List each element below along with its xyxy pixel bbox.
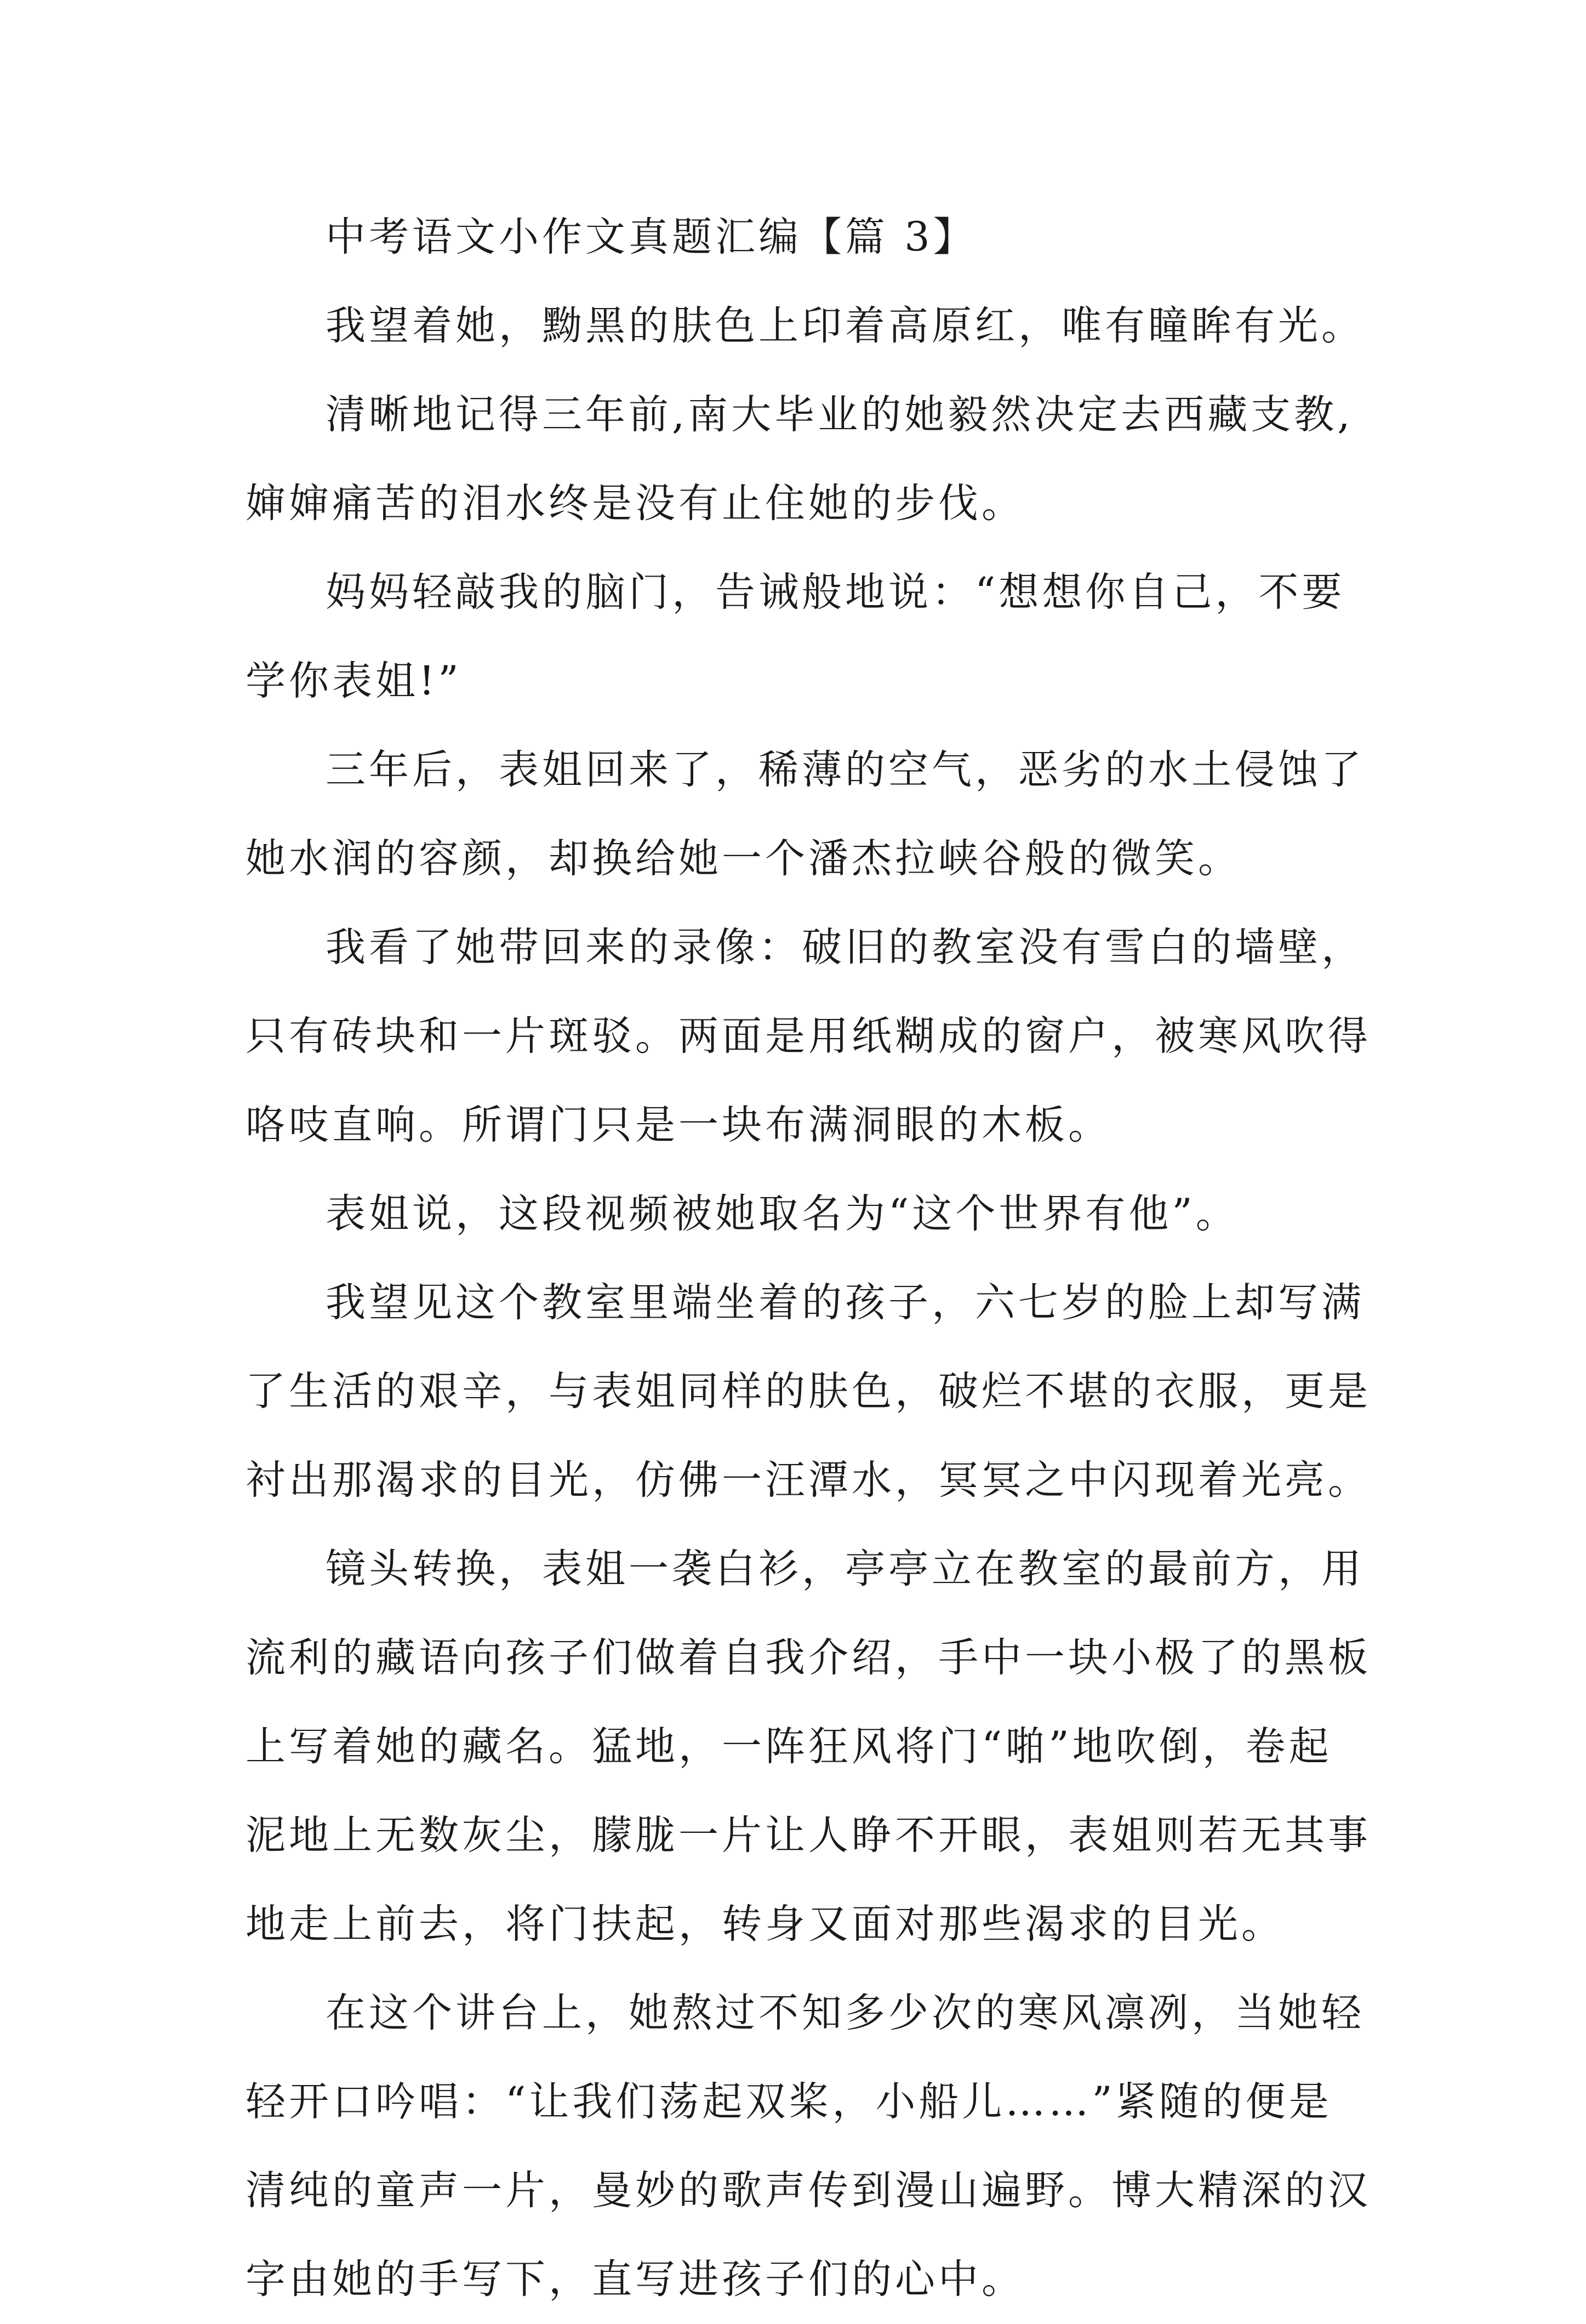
paragraph-line: 镜头转换，表姐一袭白衫，亭亭立在教室的最前方，用 [326, 1546, 1365, 1592]
paragraph-line: 衬出那渴求的目光，仿佛一汪潭水，冥冥之中闪现着光亮。 [246, 1457, 1371, 1503]
paragraph-line: 三年后，表姐回来了，稀薄的空气，恶劣的水土侵蚀了 [326, 747, 1365, 793]
paragraph-list [246, 282, 1374, 2324]
paragraph-line: 清纯的童声一片，曼妙的歌声传到漫山遍野。博大精深的汉 [246, 2167, 1371, 2214]
paragraph [246, 1258, 1374, 1525]
document-body [246, 193, 1374, 2324]
paragraph [246, 371, 1374, 548]
paragraph-line: 了生活的艰辛，与表姐同样的肤色，破烂不堪的衣服，更是 [246, 1368, 1371, 1415]
paragraph-line: 字由她的手写下，直写进孩子们的心中。 [246, 2256, 1025, 2303]
paragraph-line: 只有砖块和一片斑驳。两面是用纸糊成的窗户，被寒风吹得 [246, 1013, 1371, 1060]
paragraph-line: 清晰地记得三年前,南大毕业的她毅然决定去西藏支教, [326, 391, 1354, 438]
paragraph-line: 在这个讲台上，她熬过不知多少次的寒风凛冽，当她轻 [326, 1990, 1365, 2036]
paragraph-line: 表姐说，这段视频被她取名为“这个世界有他”。 [326, 1191, 1239, 1237]
title-line: 中考语文小作文真题汇编【篇 3】 [326, 214, 977, 260]
paragraph-line: 我望着她，黝黑的肤色上印着高原红，唯有瞳眸有光。 [326, 303, 1365, 349]
paragraph-line: 上写着她的藏名。猛地，一阵狂风将门“啪”地吹倒，卷起 [246, 1723, 1332, 1770]
paragraph-line: 轻开口吟唱：“让我们荡起双桨，小船儿……”紧随的便是 [246, 2078, 1332, 2125]
paragraph [246, 1969, 1374, 2324]
paragraph-line: 学你表姐!” [246, 658, 462, 704]
paragraph [246, 903, 1374, 1170]
paragraph-line: 流利的藏语向孩子们做着自我介绍，手中一块小极了的黑板 [246, 1634, 1371, 1681]
paragraph [246, 1525, 1374, 1969]
paragraph [246, 282, 1374, 371]
document-title [246, 193, 1374, 282]
paragraph-line: 地走上前去，将门扶起，转身又面对那些渴求的目光。 [246, 1901, 1285, 1947]
paragraph-line: 我看了她带回来的录像：破旧的教室没有雪白的墙壁， [326, 924, 1365, 971]
paragraph-line: 婶婶痛苦的泪水终是没有止住她的步伐。 [246, 480, 1025, 527]
paragraph-line: 她水润的容颜，却换给她一个潘杰拉峡谷般的微笑。 [246, 835, 1241, 882]
paragraph-line: 泥地上无数灰尘，朦胧一片让人睁不开眼，表姐则若无其事 [246, 1812, 1371, 1859]
paragraph-line: 妈妈轻敲我的脑门，告诫般地说：“想想你自己，不要 [326, 569, 1345, 616]
paragraph-line: 我望见这个教室里端坐着的孩子，六七岁的脸上却写满 [326, 1279, 1365, 1326]
paragraph [246, 726, 1374, 903]
paragraph [246, 548, 1374, 726]
paragraph-line: 咯吱直响。所谓门只是一块布满洞眼的木板。 [246, 1102, 1111, 1148]
paragraph [246, 1170, 1374, 1258]
